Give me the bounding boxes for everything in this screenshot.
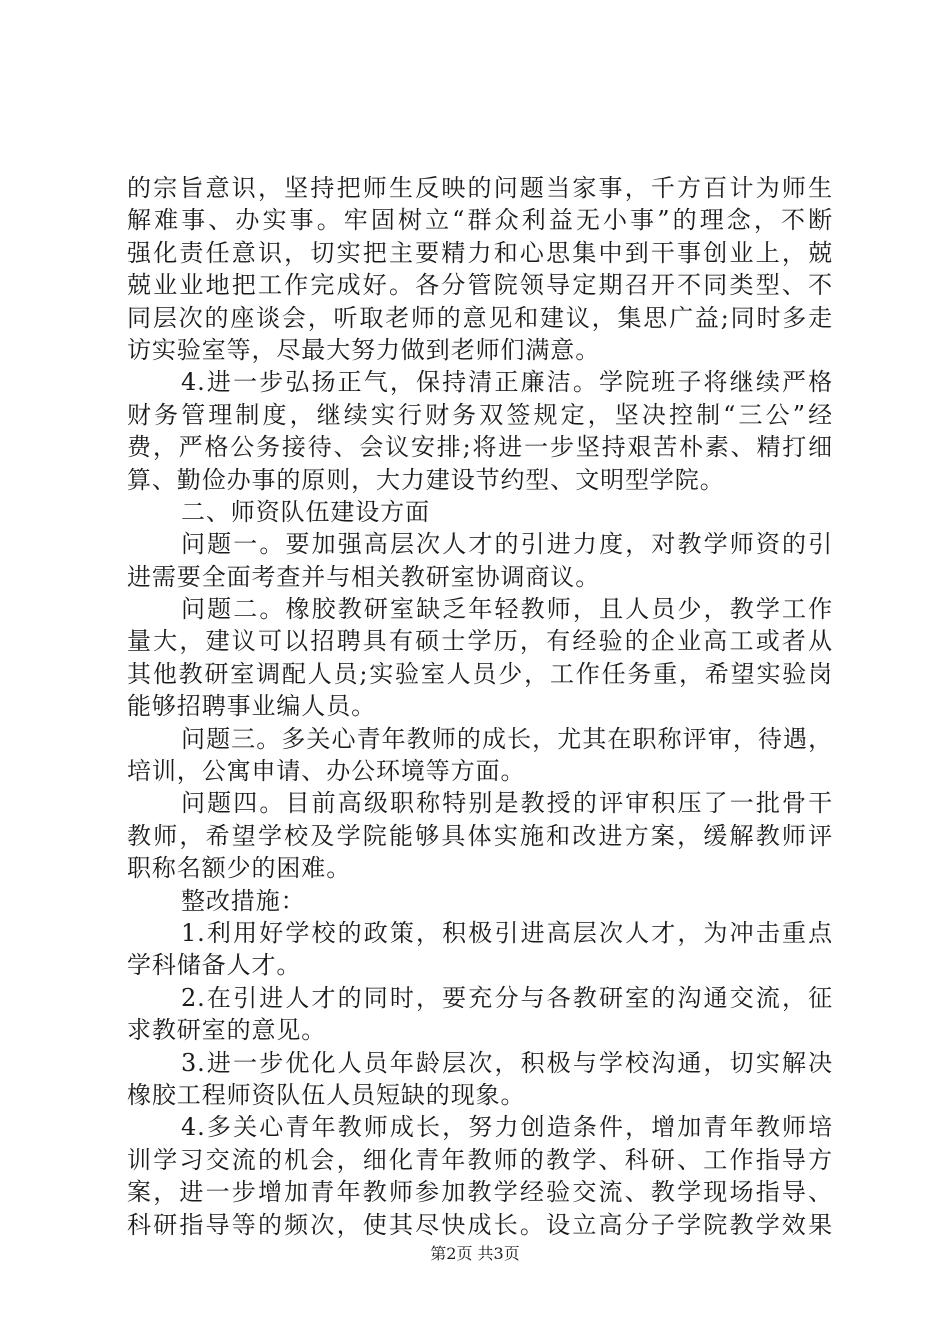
text-line: 训学习交流的机会，细化青年教师的教学、科研、工作指导方 bbox=[127, 1145, 833, 1174]
text-line: 培训，公寓申请、办公环境等方面。 bbox=[127, 757, 526, 786]
text-line: 1.利用好学校的政策，积极引进高层次人才，为冲击重点 bbox=[181, 918, 833, 947]
text-line: 整改措施： bbox=[181, 886, 306, 915]
text-line: 强化责任意识，切实把主要精力和心思集中到干事创业上，兢 bbox=[127, 238, 833, 267]
text-line: 职称名额少的困难。 bbox=[127, 854, 352, 883]
text-line: 橡胶工程师资队伍人员短缺的现象。 bbox=[127, 1080, 526, 1109]
text-line: 问题一。要加强高层次人才的引进力度，对教学师资的引 bbox=[181, 530, 833, 559]
text-line: 科研指导等的频次，使其尽快成长。设立高分子学院教学效果 bbox=[127, 1210, 833, 1239]
text-line: 兢业业地把工作完成好。各分管院领导定期召开不同类型、不 bbox=[127, 271, 833, 300]
text-line: 4.多关心青年教师成长，努力创造条件，增加青年教师培 bbox=[181, 1113, 833, 1142]
text-line: 3.进一步优化人员年龄层次，积极与学校沟通，切实解决 bbox=[181, 1048, 833, 1077]
text-line: 问题四。目前高级职称特别是教授的评审积压了一批骨干 bbox=[181, 789, 833, 818]
text-line: 学科储备人才。 bbox=[127, 951, 302, 980]
text-line: 访实验室等，尽最大努力做到老师们满意。 bbox=[127, 335, 601, 364]
text-line: 2.在引进人才的同时，要充分与各教研室的沟通交流，征 bbox=[181, 983, 833, 1012]
page-number-footer: 第2页 共3页 bbox=[430, 1244, 520, 1263]
text-line: 4.进一步弘扬正气，保持清正廉洁。学院班子将继续严格 bbox=[181, 368, 833, 397]
text-line: 解难事、办实事。牢固树立“群众利益无小事”的理念，不断 bbox=[127, 206, 833, 235]
text-line: 求教研室的意见。 bbox=[127, 1016, 327, 1045]
text-line: 教师，希望学校及学院能够具体实施和改进方案，缓解教师评 bbox=[127, 821, 833, 850]
text-line: 问题三。多关心青年教师的成长，尤其在职称评审，待遇， bbox=[181, 724, 833, 753]
text-line: 二、师资队伍建设方面 bbox=[181, 497, 430, 526]
text-line: 问题二。橡胶教研室缺乏年轻教师，且人员少，教学工作 bbox=[181, 595, 833, 624]
text-line: 算、勤俭办事的原则，大力建设节约型、文明型学院。 bbox=[127, 465, 725, 494]
text-line: 的宗旨意识，坚持把师生反映的问题当家事，千方百计为师生 bbox=[127, 174, 833, 202]
text-line: 同层次的座谈会，听取老师的意见和建议，集思广益;同时多走 bbox=[127, 303, 833, 332]
text-line: 量大，建议可以招聘具有硕士学历，有经验的企业高工或者从 bbox=[127, 627, 833, 656]
text-line: 能够招聘事业编人员。 bbox=[127, 692, 376, 721]
text-line: 财务管理制度，继续实行财务双签规定，坚决控制“三公”经 bbox=[127, 400, 833, 429]
text-line: 进需要全面考查并与相关教研室协调商议。 bbox=[127, 562, 601, 591]
document-body bbox=[127, 172, 833, 1241]
text-line: 案，进一步增加青年教师参加教学经验交流、教学现场指导、 bbox=[127, 1178, 833, 1207]
text-line: 费，严格公务接待、会议安排;将进一步坚持艰苦朴素、精打细 bbox=[127, 433, 833, 462]
text-line: 其他教研室调配人员;实验室人员少，工作任务重，希望实验岗 bbox=[127, 659, 833, 688]
